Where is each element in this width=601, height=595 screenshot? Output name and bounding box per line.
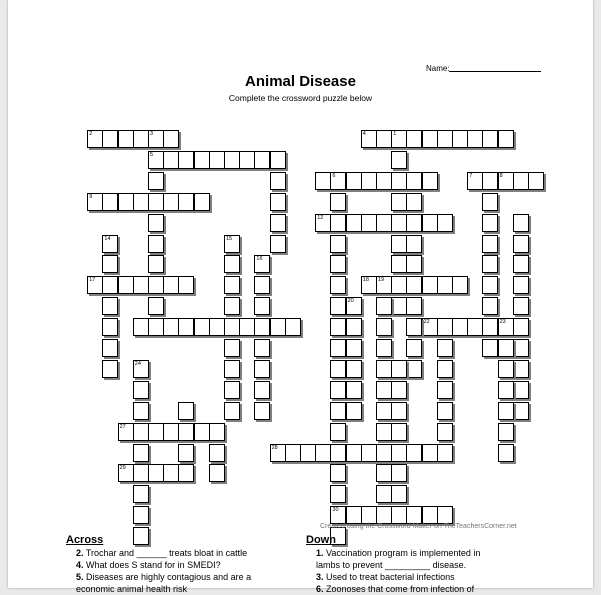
- clue-text: Diseases are highly contagious and are a: [86, 572, 252, 582]
- crossword-cell[interactable]: [315, 172, 331, 190]
- clue-text: Zoonoses that come from infection of: [326, 584, 475, 594]
- name-label: Name:: [426, 64, 450, 73]
- crossword-cell[interactable]: [498, 339, 514, 357]
- crossword-cell[interactable]: [376, 276, 392, 294]
- cell-number: 4: [362, 131, 366, 137]
- crossword-cell[interactable]: [148, 297, 164, 315]
- crossword-cell[interactable]: [498, 381, 514, 399]
- cell-number: 1: [393, 131, 397, 137]
- clue-number: 3.: [316, 572, 324, 582]
- clue-number: 2.: [76, 548, 84, 558]
- crossword-cell[interactable]: [482, 130, 498, 148]
- crossword-cell[interactable]: [391, 423, 407, 441]
- crossword-cell[interactable]: [118, 423, 134, 441]
- crossword-cell[interactable]: [148, 276, 164, 294]
- crossword-cell[interactable]: [118, 464, 134, 482]
- crossword-cell[interactable]: [346, 360, 362, 378]
- crossword-cell[interactable]: [376, 214, 392, 232]
- crossword-cell[interactable]: [133, 423, 149, 441]
- crossword-cell[interactable]: [482, 318, 498, 336]
- page-subtitle: Complete the crossword puzzle below: [228, 93, 373, 103]
- crossword-cell[interactable]: [209, 423, 225, 441]
- clue-text: Vaccination program is implemented in: [326, 548, 481, 558]
- cell-number: 8: [499, 172, 503, 179]
- crossword-cell[interactable]: [330, 339, 346, 357]
- crossword-cell[interactable]: [254, 360, 270, 378]
- crossword-cell[interactable]: [422, 276, 438, 294]
- crossword-cell[interactable]: [330, 360, 346, 378]
- crossword-cell[interactable]: [528, 172, 544, 190]
- crossword-cell[interactable]: [422, 444, 438, 462]
- clue-across-5: [66, 571, 291, 583]
- crossword-cell[interactable]: [406, 318, 422, 336]
- page-title: Animal Disease: [245, 73, 356, 90]
- crossword-cell[interactable]: [330, 172, 346, 190]
- crossword-cell[interactable]: [209, 151, 225, 169]
- clue-across-5-cont: [66, 583, 291, 595]
- crossword-cell[interactable]: [346, 339, 362, 357]
- crossword-cell[interactable]: [406, 276, 422, 294]
- cell-number: 15: [226, 235, 233, 242]
- crossword-cell[interactable]: [376, 381, 392, 399]
- crossword-cell[interactable]: [391, 214, 407, 232]
- crossword-cell[interactable]: [391, 360, 407, 378]
- crossword-cell[interactable]: [254, 381, 270, 399]
- crossword-cell[interactable]: [498, 444, 514, 462]
- crossword-cell[interactable]: [513, 235, 529, 253]
- crossword-cell[interactable]: [133, 506, 149, 524]
- crossword-cell[interactable]: [406, 255, 422, 273]
- down-clues: [306, 534, 544, 595]
- crossword-cell[interactable]: [513, 381, 529, 399]
- crossword-cell[interactable]: [133, 464, 149, 482]
- crossword-cell[interactable]: [361, 130, 377, 148]
- crossword-cell[interactable]: [330, 318, 346, 336]
- crossword-cell[interactable]: [148, 214, 164, 232]
- crossword-cell[interactable]: [224, 339, 240, 357]
- crossword-cell[interactable]: [163, 464, 179, 482]
- crossword-cell[interactable]: [209, 318, 225, 336]
- crossword-cell[interactable]: [406, 339, 422, 357]
- crossword-cell[interactable]: [102, 255, 118, 273]
- crossword-cell[interactable]: [391, 276, 407, 294]
- crossword-cell[interactable]: [422, 172, 438, 190]
- crossword-cell[interactable]: [133, 485, 149, 503]
- crossword-cell[interactable]: [315, 214, 331, 232]
- crossword-cell[interactable]: [361, 172, 377, 190]
- crossword-cell[interactable]: [224, 151, 240, 169]
- crossword-cell[interactable]: [224, 318, 240, 336]
- crossword-cell[interactable]: [178, 444, 194, 462]
- crossword-cell[interactable]: [437, 506, 453, 524]
- crossword-cell[interactable]: [346, 444, 362, 462]
- cell-number: 20: [347, 298, 354, 305]
- crossword-cell[interactable]: [270, 235, 286, 253]
- crossword-cell[interactable]: [513, 276, 529, 294]
- crossword-cell[interactable]: [163, 130, 179, 148]
- crossword-cell[interactable]: [346, 381, 362, 399]
- crossword-cell[interactable]: [102, 193, 118, 211]
- crossword-cell[interactable]: [254, 276, 270, 294]
- crossword-cell[interactable]: [102, 130, 118, 148]
- crossword-cell[interactable]: [346, 297, 362, 315]
- crossword-cell[interactable]: [361, 276, 377, 294]
- crossword-cell[interactable]: [482, 235, 498, 253]
- clue-number: 6.: [316, 584, 324, 594]
- crossword-cell[interactable]: [346, 172, 362, 190]
- crossword-cell[interactable]: [406, 130, 422, 148]
- crossword-cell[interactable]: [482, 276, 498, 294]
- clue-number: 5.: [76, 572, 84, 582]
- crossword-cell[interactable]: [224, 255, 240, 273]
- clue-across-2: [66, 547, 291, 559]
- crossword-cell[interactable]: [406, 297, 422, 315]
- crossword-cell[interactable]: [346, 318, 362, 336]
- crossword-cell[interactable]: [315, 444, 331, 462]
- crossword-cell[interactable]: [239, 151, 255, 169]
- worksheet-page: [8, 0, 593, 594]
- crossword-cell[interactable]: [87, 193, 103, 211]
- crossword-cell[interactable]: [513, 255, 529, 273]
- crossword-cell[interactable]: [452, 276, 468, 294]
- clue-text: What does S stand for in SMEDI?: [86, 560, 221, 570]
- crossword-cell[interactable]: [498, 130, 514, 148]
- crossword-cell[interactable]: [254, 255, 270, 273]
- crossword-cell[interactable]: [452, 130, 468, 148]
- crossword-cell[interactable]: [498, 360, 514, 378]
- crossword-cell[interactable]: [346, 506, 362, 524]
- crossword-cell[interactable]: [330, 423, 346, 441]
- crossword-cell[interactable]: [513, 339, 529, 357]
- crossword-cell[interactable]: [178, 276, 194, 294]
- crossword-cell[interactable]: [270, 193, 286, 211]
- crossword-cell[interactable]: [133, 276, 149, 294]
- crossword-cell[interactable]: [330, 255, 346, 273]
- crossword-cell[interactable]: [285, 444, 301, 462]
- crossword-cell[interactable]: [163, 423, 179, 441]
- crossword-cell[interactable]: [361, 506, 377, 524]
- cell-number: 27: [119, 423, 126, 430]
- crossword-cell[interactable]: [330, 402, 346, 420]
- crossword-cell[interactable]: [498, 318, 514, 336]
- crossword-cell[interactable]: [376, 339, 392, 357]
- cell-number: 18: [362, 277, 369, 284]
- crossword-cell[interactable]: [482, 193, 498, 211]
- crossword-grid: [8, 0, 593, 588]
- crossword-cell[interactable]: [148, 464, 164, 482]
- clue-number: 4.: [76, 560, 84, 570]
- crossword-cell[interactable]: [482, 172, 498, 190]
- crossword-cell[interactable]: [437, 276, 453, 294]
- clue-text: economic animal health risk: [76, 584, 188, 594]
- crossword-cell[interactable]: [467, 130, 483, 148]
- crossword-cell[interactable]: [482, 214, 498, 232]
- crossword-cell[interactable]: [376, 444, 392, 462]
- crossword-cell[interactable]: [376, 297, 392, 315]
- clue-down-1-cont: [306, 559, 544, 571]
- crossword-cell[interactable]: [437, 360, 453, 378]
- crossword-cell[interactable]: [194, 151, 210, 169]
- crossword-cell[interactable]: [376, 464, 392, 482]
- crossword-cell[interactable]: [148, 423, 164, 441]
- crossword-cell[interactable]: [437, 130, 453, 148]
- crossword-cell[interactable]: [406, 214, 422, 232]
- cell-number: 7: [469, 172, 473, 179]
- crossword-cell[interactable]: [346, 214, 362, 232]
- crossword-cell[interactable]: [270, 151, 286, 169]
- crossword-cell[interactable]: [406, 172, 422, 190]
- crossword-cell[interactable]: [376, 360, 392, 378]
- crossword-cell[interactable]: [361, 444, 377, 462]
- crossword-cell[interactable]: [346, 402, 362, 420]
- cell-number: 6: [332, 172, 336, 179]
- crossword-cell[interactable]: [482, 339, 498, 357]
- crossword-cell[interactable]: [452, 318, 468, 336]
- cell-number: 2: [89, 131, 93, 137]
- crossword-cell[interactable]: [254, 339, 270, 357]
- crossword-cell[interactable]: [513, 172, 529, 190]
- crossword-cell[interactable]: [133, 444, 149, 462]
- cell-number: 3: [150, 131, 154, 137]
- clue-across-4: [66, 559, 291, 571]
- crossword-cell[interactable]: [254, 402, 270, 420]
- crossword-cell[interactable]: [102, 360, 118, 378]
- crossword-cell[interactable]: [194, 318, 210, 336]
- crossword-cell[interactable]: [437, 381, 453, 399]
- cell-number: 16: [256, 256, 263, 263]
- crossword-cell[interactable]: [391, 255, 407, 273]
- credit-text: Created using the Crossword Maker on TheTeachersCorner.net: [320, 523, 517, 530]
- cell-number: 19: [378, 277, 385, 284]
- crossword-cell[interactable]: [118, 193, 134, 211]
- crossword-cell[interactable]: [498, 423, 514, 441]
- crossword-cell[interactable]: [270, 172, 286, 190]
- crossword-cell[interactable]: [87, 130, 103, 148]
- cell-number: 22: [423, 319, 430, 326]
- crossword-cell[interactable]: [209, 464, 225, 482]
- clue-text: lambs to prevent _________ disease.: [316, 560, 467, 570]
- crossword-cell[interactable]: [209, 444, 225, 462]
- crossword-cell[interactable]: [482, 297, 498, 315]
- crossword-cell[interactable]: [163, 193, 179, 211]
- crossword-cell[interactable]: [482, 255, 498, 273]
- crossword-cell[interactable]: [178, 423, 194, 441]
- crossword-cell[interactable]: [376, 172, 392, 190]
- crossword-cell[interactable]: [513, 214, 529, 232]
- cell-number: 30: [332, 507, 339, 514]
- crossword-cell[interactable]: [148, 318, 164, 336]
- crossword-cell[interactable]: [133, 381, 149, 399]
- crossword-cell[interactable]: [391, 235, 407, 253]
- crossword-cell[interactable]: [224, 381, 240, 399]
- cell-number: 5: [150, 151, 154, 158]
- crossword-cell[interactable]: [300, 444, 316, 462]
- clue-down-6: [306, 583, 544, 595]
- clue-down-3: [306, 571, 544, 583]
- crossword-cell[interactable]: [391, 193, 407, 211]
- crossword-cell[interactable]: [270, 318, 286, 336]
- clue-number: 1.: [316, 548, 324, 558]
- crossword-cell[interactable]: [376, 318, 392, 336]
- crossword-cell[interactable]: [467, 172, 483, 190]
- crossword-cell[interactable]: [224, 235, 240, 253]
- crossword-cell[interactable]: [391, 172, 407, 190]
- crossword-cell[interactable]: [406, 444, 422, 462]
- crossword-cell[interactable]: [133, 193, 149, 211]
- crossword-cell[interactable]: [376, 423, 392, 441]
- crossword-cell[interactable]: [224, 360, 240, 378]
- crossword-cell[interactable]: [224, 402, 240, 420]
- crossword-cell[interactable]: [437, 444, 453, 462]
- crossword-cell[interactable]: [391, 381, 407, 399]
- crossword-cell[interactable]: [133, 402, 149, 420]
- crossword-cell[interactable]: [148, 235, 164, 253]
- crossword-cell[interactable]: [406, 360, 422, 378]
- crossword-cell[interactable]: [391, 130, 407, 148]
- crossword-cell[interactable]: [330, 235, 346, 253]
- crossword-cell[interactable]: [330, 276, 346, 294]
- crossword-cell[interactable]: [467, 318, 483, 336]
- crossword-cell[interactable]: [330, 193, 346, 211]
- crossword-cell[interactable]: [148, 172, 164, 190]
- cell-number: 28: [271, 444, 278, 451]
- crossword-cell[interactable]: [330, 506, 346, 524]
- cell-number: 29: [119, 465, 126, 472]
- crossword-cell[interactable]: [330, 444, 346, 462]
- crossword-cell[interactable]: [118, 130, 134, 148]
- cell-number: 24: [134, 360, 141, 367]
- cell-number: 12: [317, 214, 324, 221]
- crossword-cell[interactable]: [163, 151, 179, 169]
- crossword-cell[interactable]: [437, 339, 453, 357]
- crossword-cell[interactable]: [330, 214, 346, 232]
- clue-text: Trochar and ______ treats bloat in cattle: [85, 548, 248, 558]
- crossword-cell[interactable]: [406, 506, 422, 524]
- crossword-cell[interactable]: [391, 297, 407, 315]
- crossword-cell[interactable]: [224, 297, 240, 315]
- crossword-cell[interactable]: [391, 402, 407, 420]
- crossword-cell[interactable]: [330, 297, 346, 315]
- crossword-cell[interactable]: [178, 151, 194, 169]
- crossword-cell[interactable]: [239, 318, 255, 336]
- crossword-cell[interactable]: [178, 402, 194, 420]
- crossword-cell[interactable]: [391, 506, 407, 524]
- crossword-cell[interactable]: [498, 402, 514, 420]
- crossword-cell[interactable]: [513, 318, 529, 336]
- crossword-cell[interactable]: [422, 130, 438, 148]
- crossword-cell[interactable]: [102, 318, 118, 336]
- crossword-cell[interactable]: [513, 360, 529, 378]
- crossword-cell[interactable]: [148, 130, 164, 148]
- crossword-cell[interactable]: [133, 130, 149, 148]
- crossword-cell[interactable]: [178, 193, 194, 211]
- crossword-cell[interactable]: [178, 318, 194, 336]
- crossword-cell[interactable]: [194, 423, 210, 441]
- crossword-cell[interactable]: [406, 235, 422, 253]
- crossword-cell[interactable]: [422, 506, 438, 524]
- crossword-cell[interactable]: [102, 339, 118, 357]
- crossword-cell[interactable]: [513, 402, 529, 420]
- crossword-cell[interactable]: [194, 193, 210, 211]
- crossword-cell[interactable]: [422, 214, 438, 232]
- crossword-cell[interactable]: [376, 402, 392, 420]
- crossword-cell[interactable]: [148, 151, 164, 169]
- crossword-cell[interactable]: [118, 276, 134, 294]
- crossword-cell[interactable]: [437, 402, 453, 420]
- down-heading: Down: [306, 534, 336, 546]
- crossword-cell[interactable]: [87, 276, 103, 294]
- crossword-cell[interactable]: [102, 235, 118, 253]
- crossword-cell[interactable]: [391, 151, 407, 169]
- cell-number: 14: [104, 235, 111, 242]
- crossword-cell[interactable]: [224, 276, 240, 294]
- crossword-cell[interactable]: [148, 255, 164, 273]
- across-heading: Across: [66, 534, 104, 546]
- cell-number: 17: [89, 277, 96, 284]
- crossword-cell[interactable]: [361, 214, 377, 232]
- crossword-cell[interactable]: [376, 506, 392, 524]
- crossword-cell[interactable]: [391, 464, 407, 482]
- crossword-cell[interactable]: [376, 130, 392, 148]
- crossword-cell[interactable]: [422, 318, 438, 336]
- cell-number: 23: [499, 319, 506, 326]
- crossword-cell[interactable]: [406, 193, 422, 211]
- crossword-cell[interactable]: [178, 464, 194, 482]
- clue-text: Used to treat bacterial infections: [326, 572, 455, 582]
- crossword-cell[interactable]: [513, 297, 529, 315]
- crossword-cell[interactable]: [376, 485, 392, 503]
- crossword-cell[interactable]: [133, 360, 149, 378]
- crossword-cell[interactable]: [330, 485, 346, 503]
- clue-down-1: [306, 547, 544, 559]
- crossword-cell[interactable]: [330, 381, 346, 399]
- crossword-cell[interactable]: [437, 318, 453, 336]
- crossword-cell[interactable]: [498, 172, 514, 190]
- crossword-cell[interactable]: [102, 276, 118, 294]
- crossword-cell[interactable]: [330, 464, 346, 482]
- crossword-cell[interactable]: [270, 214, 286, 232]
- crossword-cell[interactable]: [391, 444, 407, 462]
- crossword-cell[interactable]: [102, 297, 118, 315]
- crossword-cell[interactable]: [148, 193, 164, 211]
- crossword-cell[interactable]: [254, 297, 270, 315]
- crossword-cell[interactable]: [163, 318, 179, 336]
- crossword-cell[interactable]: [285, 318, 301, 336]
- crossword-cell[interactable]: [270, 444, 286, 462]
- crossword-cell[interactable]: [254, 151, 270, 169]
- across-clues: [66, 534, 291, 595]
- cell-number: 9: [89, 193, 93, 200]
- crossword-cell[interactable]: [163, 276, 179, 294]
- crossword-cell[interactable]: [133, 318, 149, 336]
- crossword-cell[interactable]: [254, 318, 270, 336]
- crossword-cell[interactable]: [437, 214, 453, 232]
- crossword-cell[interactable]: [437, 423, 453, 441]
- crossword-cell[interactable]: [391, 485, 407, 503]
